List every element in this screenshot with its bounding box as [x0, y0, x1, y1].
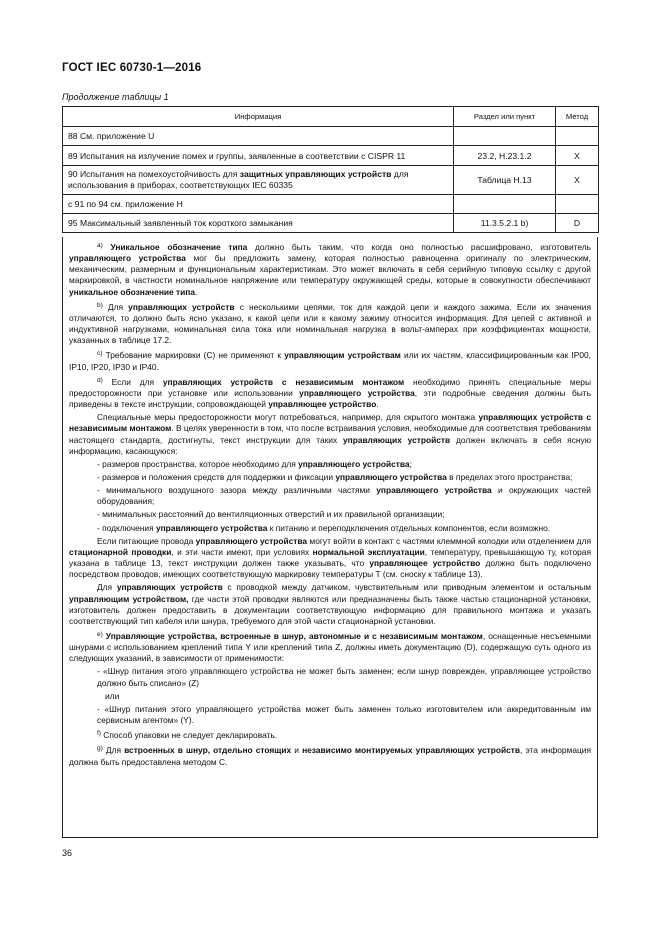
text: . — [194, 286, 198, 297]
footnote-d-paragraph-3 — [69, 582, 591, 627]
table-row — [63, 195, 599, 214]
term: управляющих устройств — [116, 582, 223, 593]
text: Требование маркировки (C) не применяют к — [102, 350, 285, 361]
term: управляющих устройств — [343, 434, 451, 445]
cell-method: D — [556, 214, 599, 233]
footnote-mark: f) — [97, 730, 101, 738]
list-item — [69, 472, 591, 483]
text: Если для — [102, 376, 163, 387]
text: . В целях уверенности в том, что после встраивания условия, необходимые для соответствия требованиям настоящего стандарта, достигнуты, текст инструкции для таких — [69, 423, 591, 445]
cell-method: X — [556, 146, 599, 166]
page-number: 36 — [62, 848, 73, 858]
text: - размеров и положения средств для поддержки и фиксации — [97, 471, 336, 482]
table-row — [63, 146, 599, 166]
term: управляющего устройства — [376, 485, 492, 496]
text: - минимального воздушного зазора между различными частями — [97, 485, 377, 496]
cell-method: X — [556, 166, 599, 195]
text: в пределах этого пространства; — [446, 471, 573, 482]
text: необходимо принять специальные меры предосторожности при установке или использовании — [69, 376, 591, 398]
text: к питанию и переподключения отдельных компонентов, если возможно. — [267, 522, 551, 533]
cell-section: 11.3.5.2.1 b) — [454, 214, 556, 233]
term: управляющего устройства — [335, 471, 447, 482]
footnote-mark: g) — [97, 745, 103, 753]
term: стационарной проводки — [69, 546, 172, 557]
term: управляющего устройства — [155, 522, 268, 533]
term: управляющего устройства — [195, 535, 308, 546]
cell-info — [63, 166, 454, 195]
cell-info: 95 Максимальный заявленный ток короткого замыкания — [63, 214, 454, 233]
text: должно быть таким, что когда оно полностью расшифровано, изготовитель — [247, 242, 592, 252]
text: ; — [409, 458, 412, 469]
or-separator: или — [105, 690, 120, 701]
footnote-g — [69, 743, 591, 767]
term: управляющего устройства — [298, 458, 410, 469]
cell-info: 88 См. приложение U — [63, 127, 454, 146]
text: с проводкой между датчиком, чувствительным или приводным элементом и остальным — [222, 582, 591, 593]
column-header-method: Метод — [556, 107, 599, 127]
footnote-mark: b) — [97, 301, 103, 309]
term: управляющим устройством, — [69, 593, 189, 604]
footnote-a — [69, 240, 591, 298]
list-item — [69, 523, 591, 534]
list-item — [69, 459, 591, 470]
footnote-d-paragraph-1 — [69, 412, 591, 457]
column-header-info: Информация — [63, 107, 454, 127]
footnote-mark: c) — [97, 350, 103, 358]
text: Для — [102, 745, 125, 756]
cell-section — [454, 127, 556, 146]
text: Если питающие провода — [97, 535, 196, 546]
table-row — [63, 166, 599, 195]
table-row — [63, 127, 599, 146]
cell-info-text: для использования в приборах, соответствующих IEC 60335 — [68, 169, 409, 190]
term: нормальной эксплуатации — [312, 546, 425, 557]
footnote-d-paragraph-2 — [69, 536, 591, 581]
requirements-table — [62, 106, 599, 233]
text: , и эти части имеют, при условиях — [171, 546, 313, 557]
list-item: - «Шнур питания этого управляющего устройства не может быть заменен; если шнур поврежден, управляющее устройство должно быть списано» (Z) — [97, 666, 591, 688]
footnote-mark: a) — [97, 242, 103, 249]
footnote-mark: d) — [97, 376, 103, 384]
footnote-c — [69, 348, 591, 372]
text: с несколькими цепями, ток для каждой цепи и каждого зажима. Если их значения отличаются, то должно быть ясно указано, к какой цепи или к какому зажиму относится информация. Для цепей с активной и индуктивной нагрузками, номинальная сила тока или номинальная нагрузка в вольт-амперах при коэффициентах мощности, указанных в таблице 17.2. — [69, 301, 591, 346]
cell-info: 89 Испытания на излучение помех и группы, заявленные в соответствии с CISPR 11 — [63, 146, 454, 166]
text: , эти подробные сведения должны быть приведены в тексте инструкции, сопровождающей — [69, 387, 591, 410]
text: , эта информация должна быть предоставлена методом С. — [69, 745, 592, 767]
table-footnotes — [62, 237, 598, 838]
text: Способ упаковки не следует декларировать. — [100, 730, 278, 741]
footnote-b — [69, 300, 591, 347]
cell-info: с 91 по 94 см. приложение H — [63, 195, 454, 214]
text: должно быть подключено посредством проводов, имеющих соответствующую маркировку температуры T (см. сноску к таблице 13). — [69, 558, 592, 580]
text: где части этой проводки являются или предназначены быть также частью стационарной установки, изготовитель должен предоставить в документации соответствующую информацию для правильного монтажа и указать соответствующий тип кабеля или шнура, требуемого для этой части стационарной установки. — [69, 593, 591, 626]
text: могут войти в контакт с частями клеммной колодки или отделением для — [307, 535, 591, 546]
cell-method — [556, 195, 599, 214]
term: уникальное обозначение типа — [69, 286, 195, 297]
cell-method — [556, 127, 599, 146]
text: . — [376, 399, 379, 410]
column-header-section: Раздел или пункт — [454, 107, 556, 127]
text: и окружающих частей оборудования; — [97, 485, 591, 507]
term: управляющего устройства — [299, 387, 415, 398]
term: управляющее устройство — [369, 558, 481, 569]
list-item — [69, 485, 591, 507]
text: должен включать в себя ясную информацию, касающуюся: — [69, 434, 591, 456]
text: Специальные меры предосторожности могут потребоваться, например, для скрытого монтажа — [97, 412, 479, 423]
table-continuation-caption: Продолжение таблицы 1 — [62, 92, 169, 102]
term: управляющее устройство — [268, 399, 377, 410]
cell-info-term: защитных управляющих устройств — [239, 169, 392, 179]
cell-section: 23.2, H.23.1.2 — [454, 146, 556, 166]
footnote-f — [69, 728, 591, 741]
term: управляющих устройств — [128, 301, 235, 312]
list-item — [69, 509, 591, 520]
footnote-mark: e) — [97, 631, 103, 638]
cell-info-text: 90 Испытания на помехоустойчивость для — [68, 169, 240, 179]
term: управляющего устройства — [69, 253, 186, 264]
cell-section: Таблица H.13 — [454, 166, 556, 195]
term: управляющих устройств с независимым монтажом — [162, 376, 405, 387]
footnote-d — [69, 375, 591, 410]
list-item: - «Шнур питания этого управляющего устройства может быть заменен только изготовителем или аккредитованным им сервисным агентом» (Y). — [97, 703, 591, 726]
text: и — [291, 745, 303, 756]
text: - размеров пространства, которое необходимо для — [97, 458, 299, 469]
table-row — [63, 214, 599, 233]
text: - подключения — [97, 522, 156, 533]
cell-section — [454, 195, 556, 214]
text: Для — [102, 301, 129, 312]
term: управляющих устройств с независимым монтажом — [69, 412, 591, 434]
text: или их частям, классифицированным как IP00, IP10, IP20, IP30 и IP40. — [69, 350, 592, 372]
term: Управляющие устройства, встроенные в шнур, автономные и с независимым монтажом — [102, 631, 483, 641]
term: встроенных в шнур, отдельно стоящих — [124, 745, 292, 756]
text: , оснащенные несъемными шнурами с использованием креплений типа Y или креплений типа Z, должны иметь документацию (D), содержащую суть одного из следующих указаний, в зависимости от применимости: — [69, 631, 591, 664]
term: Уникальное обозначение типа — [102, 242, 248, 252]
text: Для — [97, 582, 117, 593]
term: управляющим устройствам — [284, 350, 401, 361]
footnote-e — [69, 629, 591, 664]
text: мог бы предложить замену, которая полностью равноценна оригиналу по электрическим, механическим, размерным и функциональным характеристикам. Это может включать в себя серийную типовую ссылку с другой маркировкой, в частности номинальное напряжение или температуру окружающей среды, которые в совокупности обеспечивают — [69, 253, 591, 286]
text: - минимальных расстояний до вентиляционных отверстий и их правильной организации; — [97, 509, 445, 520]
text: , температуру, превышающую ту, которая указана в таблице 13, текст инструкции должен также указывать, что — [69, 546, 591, 569]
table-header-row — [63, 107, 599, 127]
term: независимо монтируемых управляющих устройств — [302, 745, 521, 756]
document-header: ГОСТ IEC 60730-1—2016 — [62, 62, 202, 74]
